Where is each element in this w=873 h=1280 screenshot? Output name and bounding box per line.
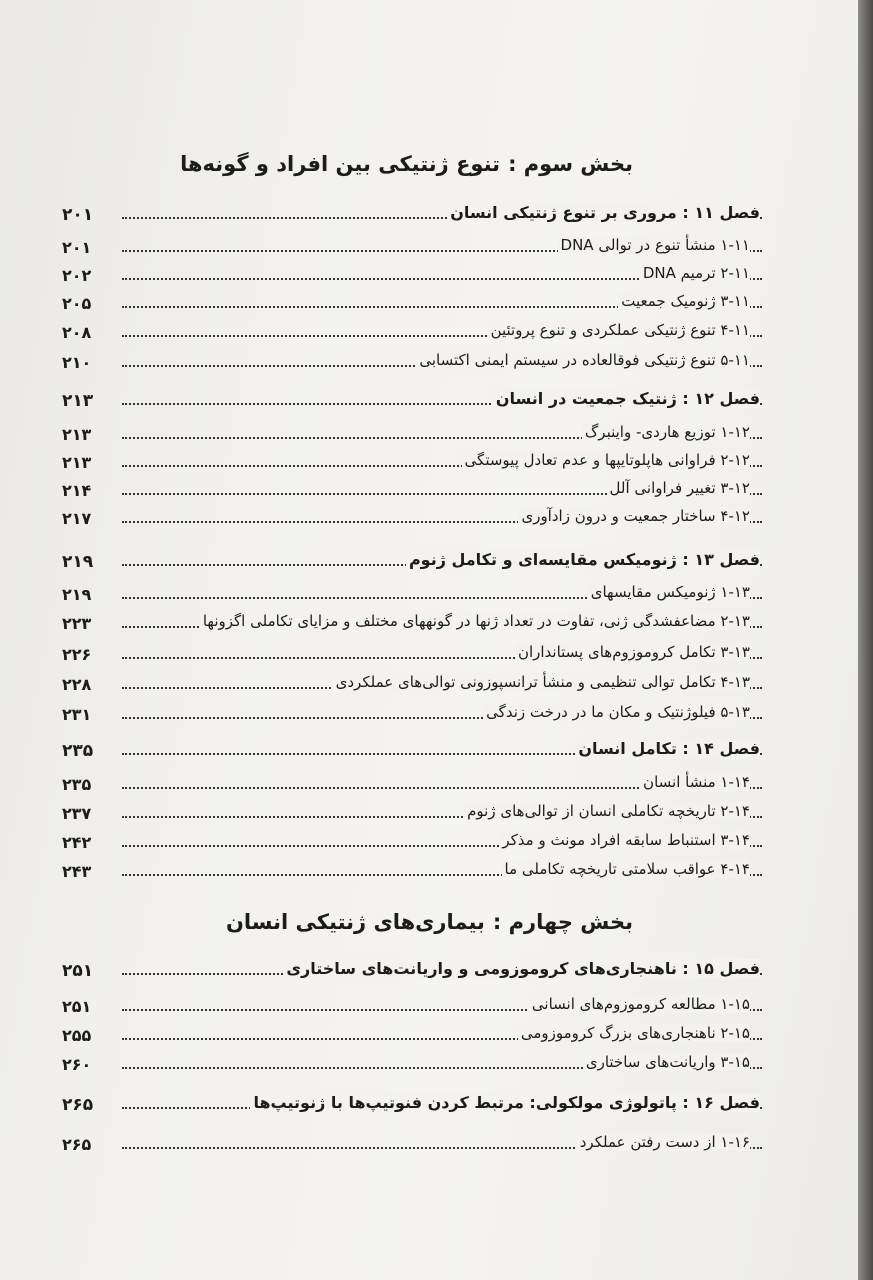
part-label: بخش سوم : [508, 152, 633, 176]
section-title: ۱-۱۶ از دست رفتن عملکرد [577, 1133, 750, 1151]
page-number: ۲۳۵ [62, 741, 94, 761]
page-number: ۲۱۰ [62, 353, 92, 372]
section-title: ۲-۱۴ تاریخچه تکاملی انسان از توالی‌های ژنوم [464, 802, 750, 820]
toc-section[interactable] [0, 420, 858, 450]
section-title: ۴-۱۱ تنوع ژنتیکی عملکردی و تنوع پروتئین [488, 321, 750, 339]
page-number: ۲۰۵ [62, 294, 92, 313]
section-title: ۵-۱۳ فیلوژنتیک و مکان ما در درخت زندگی [483, 703, 750, 721]
part-heading [180, 152, 633, 176]
toc-section[interactable] [0, 233, 858, 263]
page-number: ۲۰۱ [62, 238, 92, 257]
toc-section[interactable] [0, 318, 858, 348]
part-title: تنوع ژنتیکی بین افراد و گونه‌ها [180, 152, 501, 176]
toc-chapter[interactable] [0, 547, 858, 577]
page-number: ۲۴۳ [62, 862, 92, 881]
chapter-title: فصل ۱۲ : ژنتیک جمعیت در انسان [493, 389, 760, 408]
toc-section[interactable] [0, 700, 858, 730]
page-number: ۲۶۵ [62, 1135, 92, 1154]
part-label: بخش چهارم : [492, 910, 633, 934]
toc-section[interactable] [0, 289, 858, 319]
book-edge [858, 0, 873, 1280]
part-heading [226, 910, 633, 934]
section-title: ۲-۱۳ مضاعفشدگی ژنی، تفاوت در تعداد ژنها در گونههای مختلف و مزایای تکاملی اگزونها [200, 612, 750, 630]
toc-section[interactable] [0, 448, 858, 478]
toc-section[interactable] [0, 348, 858, 378]
toc-chapter[interactable] [0, 736, 858, 766]
page-number: ۲۱۷ [62, 509, 92, 528]
page-number: ۲۳۷ [62, 804, 92, 823]
section-title: ۱-۱۱ منشأ تنوع در توالی DNA [558, 236, 750, 254]
toc-section[interactable] [0, 828, 858, 858]
toc-section[interactable] [0, 476, 858, 506]
section-title: ۴-۱۳ تکامل توالی تنظیمی و منشأ ترانسپوزونی توالی‌های عملکردی [333, 673, 750, 691]
toc-chapter[interactable] [0, 956, 858, 986]
section-title: ۳-۱۳ تکامل کروموزوم‌های پستانداران [515, 643, 750, 661]
toc-section[interactable] [0, 1130, 858, 1160]
section-title: ۳-۱۴ استنباط سابقه افراد مونث و مذکر [499, 831, 750, 849]
toc-section[interactable] [0, 770, 858, 800]
chapter-title: فصل ۱۱ : مروری بر تنوع ژنتیکی انسان [447, 203, 760, 222]
page-number: ۲۵۵ [62, 1026, 92, 1045]
page-number: ۲۰۸ [62, 323, 92, 342]
section-title: ۳-۱۵ واریانت‌های ساختاری [583, 1053, 750, 1071]
page-number: ۲۱۹ [62, 552, 94, 572]
section-title: ۲-۱۵ ناهنجاری‌های بزرگ کروموزومی [518, 1024, 750, 1042]
part-title: بیماری‌های ژنتیکی انسان [225, 910, 485, 934]
toc-section[interactable] [0, 580, 858, 610]
section-title: ۴-۱۴ عواقب سلامتی تاریخچه تکاملی ما [502, 860, 751, 878]
section-title: ۲-۱۲ فراوانی هاپلوتایپها و عدم تعادل پیوستگی [462, 451, 750, 469]
section-title: ۱-۱۵ مطالعه کروموزوم‌های انسانی [529, 995, 750, 1013]
toc-section[interactable] [0, 609, 858, 639]
toc-section[interactable] [0, 1050, 858, 1080]
section-title: ۵-۱۱ تنوع ژنتیکی فوقالعاده در سیستم ایمنی اکتسابی [416, 351, 750, 369]
page-number: ۲۲۸ [62, 675, 92, 694]
toc-chapter[interactable] [0, 386, 858, 416]
page-number: ۲۰۲ [62, 266, 92, 285]
toc-section[interactable] [0, 1021, 858, 1051]
page-number: ۲۴۲ [62, 833, 92, 852]
chapter-title: فصل ۱۴ : تکامل انسان [575, 739, 760, 758]
section-title: ۴-۱۲ ساختار جمعیت و درون زادآوری [518, 507, 750, 525]
page-number: ۲۵۱ [62, 961, 94, 981]
section-title: ۱-۱۲ توزیع هاردی- واینبرگ [582, 423, 750, 441]
section-title: ۱-۱۳ ژنومیکس مقایسهای [588, 583, 750, 601]
page-number: ۲۲۳ [62, 614, 92, 633]
page-number: ۲۶۰ [62, 1055, 92, 1074]
chapter-title: فصل ۱۳ : ژنومیکس مقایسه‌ای و تکامل ژنوم [406, 550, 760, 569]
page-number: ۲۰۱ [62, 205, 94, 225]
toc-chapter[interactable] [0, 200, 858, 230]
page-number: ۲۶۵ [62, 1095, 94, 1115]
section-title: ۳-۱۲ تغییر فراوانی آلل [607, 479, 750, 497]
toc-section[interactable] [0, 640, 858, 670]
toc-chapter[interactable] [0, 1090, 858, 1120]
section-title: ۲-۱۱ ترمیم DNA [640, 264, 750, 282]
toc-section[interactable] [0, 992, 858, 1022]
toc-section[interactable] [0, 504, 858, 534]
page-number: ۲۳۵ [62, 775, 92, 794]
page-number: ۲۱۹ [62, 585, 92, 604]
section-title: ۳-۱۱ ژنومیک جمعیت [618, 292, 750, 310]
page-number: ۲۱۳ [62, 391, 94, 411]
chapter-title: فصل ۱۶ : پاتولوژی مولکولی: مرتبط کردن فنوتیپ‌ها با ژنوتیپ‌ها [250, 1093, 760, 1112]
toc-section[interactable] [0, 799, 858, 829]
toc-section[interactable] [0, 670, 858, 700]
chapter-title: فصل ۱۵ : ناهنجاری‌های کروموزومی و واریانت‌های ساختاری [283, 959, 760, 978]
page-number: ۲۲۶ [62, 645, 92, 664]
page-number: ۲۱۳ [62, 425, 92, 444]
page-number: ۲۱۴ [62, 481, 92, 500]
toc-section[interactable] [0, 857, 858, 887]
toc-section[interactable] [0, 261, 858, 291]
page-number: ۲۵۱ [62, 997, 92, 1016]
section-title: ۱-۱۴ منشأ انسان [640, 773, 750, 791]
page-number: ۲۱۳ [62, 453, 92, 472]
page-number: ۲۳۱ [62, 705, 92, 724]
